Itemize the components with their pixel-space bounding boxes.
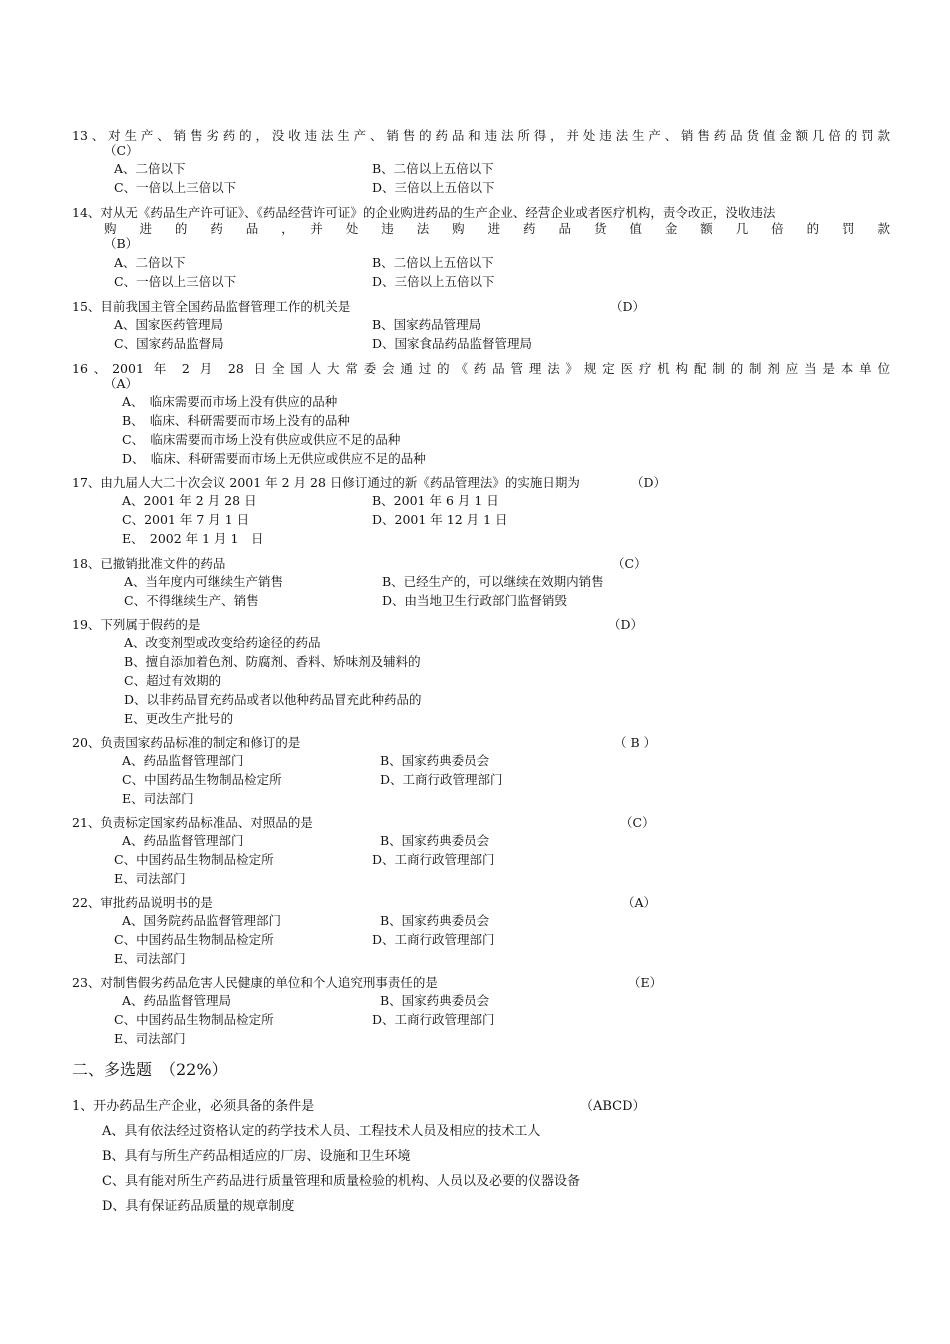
question-18-answer: （C）	[612, 556, 647, 571]
question-18-stem: 18、已撤销批准文件的药品	[72, 556, 226, 571]
question-13-answer: （C）	[104, 143, 139, 158]
question-18-option-b: B、已经生产的，可以继续在效期内销售	[382, 574, 604, 589]
multi-question-1-option-d: D、具有保证药品质量的规章制度	[102, 1199, 295, 1214]
question-22-stem: 22、审批药品说明书的是	[72, 895, 213, 910]
question-23-option-d: D、工商行政管理部门	[372, 1012, 495, 1027]
question-13-option-c: C、一倍以上三倍以下	[114, 180, 237, 195]
question-20-stem: 20、负责国家药品标准的制定和修订的是	[72, 735, 301, 750]
question-19-option-b: B、擅自添加着色剂、防腐剂、香料、矫味剂及辅料的	[124, 654, 421, 669]
question-14-option-b: B、二倍以上五倍以下	[372, 255, 494, 270]
question-20-option-d: D、工商行政管理部门	[380, 772, 503, 787]
multi-question-1-option-c: C、具有能对所生产药品进行质量管理和质量检验的机构、人员以及必要的仪器设备	[102, 1174, 580, 1189]
question-21-option-e: E、司法部门	[114, 871, 186, 886]
multi-question-1-option-b: B、具有与所生产药品相适应的厂房、设施和卫生环境	[102, 1149, 411, 1164]
question-14-stem-line2: 购 进 的 药 品 ， 并 处 违 法 购 进 药 品 货 值 金 额 几 倍 的 罚 款	[104, 221, 890, 236]
question-15-answer: （D）	[610, 299, 646, 314]
question-19-option-c: C、超过有效期的	[124, 673, 222, 688]
question-14-answer: （B）	[104, 236, 139, 251]
question-16-stem: 16、2001 年 2 月 28 日全国人大常委会通过的《药品管理法》规定医疗机构配制的制剂应当是本单位	[72, 361, 890, 376]
question-13-option-d: D、三倍以上五倍以下	[372, 180, 495, 195]
question-16-option-c: C、 临床需要而市场上没有供应或供应不足的品种	[122, 432, 401, 447]
multi-question-1-answer: （ABCD）	[580, 1099, 646, 1114]
question-19-answer: （D）	[608, 617, 644, 632]
question-20-answer: （ B ）	[614, 735, 657, 750]
question-17-option-e: E、 2002 年 1 月 1 日	[122, 531, 264, 546]
question-20-option-a: A、药品监督管理部门	[122, 753, 244, 768]
question-16-option-d: D、 临床、科研需要而市场上无供应或供应不足的品种	[122, 451, 426, 466]
question-16-option-b: B、 临床、科研需要而市场上没有的品种	[122, 413, 350, 428]
question-22-option-c: C、中国药品生物制品检定所	[114, 932, 274, 947]
question-22-option-d: D、工商行政管理部门	[372, 932, 495, 947]
question-14-option-c: C、一倍以上三倍以下	[114, 274, 237, 289]
question-21-option-c: C、中国药品生物制品检定所	[114, 852, 274, 867]
question-22-option-e: E、司法部门	[114, 951, 186, 966]
question-20-option-e: E、司法部门	[122, 791, 194, 806]
multi-question-1-stem: 1、开办药品生产企业，必须具备的条件是	[72, 1099, 315, 1114]
question-22-answer: （A）	[622, 895, 657, 910]
question-20-option-b: B、国家药典委员会	[380, 753, 490, 768]
question-23-stem: 23、对制售假劣药品危害人民健康的单位和个人追究刑事责任的是	[72, 975, 438, 990]
question-17-option-b: B、2001 年 6 月 1 日	[372, 493, 499, 508]
question-15-option-c: C、国家药品监督局	[114, 336, 224, 351]
question-21-stem: 21、负责标定国家药品标准品、对照品的是	[72, 815, 313, 830]
multi-question-1-option-a: A、具有依法经过资格认定的药学技术人员、工程技术人员及相应的技术工人	[102, 1124, 541, 1139]
question-23-option-c: C、中国药品生物制品检定所	[114, 1012, 274, 1027]
question-17-stem: 17、由九届人大二十次会议 2001 年 2 月 28 日修订通过的新《药品管理法》的实施日期为	[72, 475, 580, 490]
question-15-option-b: B、国家药品管理局	[372, 317, 482, 332]
question-14-option-d: D、三倍以上五倍以下	[372, 274, 495, 289]
question-16-answer: （A）	[104, 376, 139, 391]
question-15-stem: 15、目前我国主管全国药品监督管理工作的机关是	[72, 299, 351, 314]
question-13-option-a: A、二倍以下	[114, 161, 186, 176]
question-21-option-d: D、工商行政管理部门	[372, 852, 495, 867]
question-21-answer: （C）	[620, 815, 655, 830]
question-21-option-b: B、国家药典委员会	[380, 833, 490, 848]
question-18-option-a: A、当年度内可继续生产销售	[124, 574, 284, 589]
question-14-option-a: A、二倍以下	[114, 255, 186, 270]
question-13-stem: 13、对生产、销售劣药的，没收违法生产、销售的药品和违法所得，并处违法生产、销售药品货值金额几倍的罚款	[72, 128, 890, 143]
question-23-option-a: A、药品监督管理局	[122, 993, 232, 1008]
question-17-answer: （D）	[631, 475, 667, 490]
question-23-option-e: E、司法部门	[114, 1031, 186, 1046]
question-17-option-a: A、2001 年 2 月 28 日	[122, 493, 257, 508]
question-22-option-a: A、国务院药品监督管理部门	[122, 913, 282, 928]
question-23-answer: （E）	[628, 975, 663, 990]
question-19-stem: 19、下列属于假药的是	[72, 617, 201, 632]
question-15-option-a: A、国家医药管理局	[114, 317, 224, 332]
question-18-option-d: D、由当地卫生行政部门监督销毁	[382, 593, 568, 608]
question-18-option-c: C、不得继续生产、销售	[124, 593, 259, 608]
question-22-option-b: B、国家药典委员会	[380, 913, 490, 928]
question-13-option-b: B、二倍以上五倍以下	[372, 161, 494, 176]
question-23-option-b: B、国家药典委员会	[380, 993, 490, 1008]
question-19-option-d: D、以非药品冒充药品或者以他种药品冒充此种药品的	[124, 692, 422, 707]
question-16-option-a: A、 临床需要而市场上没有供应的品种	[122, 394, 338, 409]
question-19-option-a: A、改变剂型或改变给药途径的药品	[124, 635, 321, 650]
question-14-stem-line1: 14、对从无《药品生产许可证》、《药品经营许可证》的企业购进药品的生产企业、经营企业或者医疗机构，责令改正，没收违法	[72, 205, 776, 220]
question-21-option-a: A、药品监督管理部门	[122, 833, 244, 848]
question-17-option-d: D、2001 年 12 月 1 日	[372, 512, 508, 527]
question-19-option-e: E、更改生产批号的	[124, 711, 234, 726]
question-15-option-d: D、国家食品药品监督管理局	[372, 336, 533, 351]
question-17-option-c: C、2001 年 7 月 1 日	[122, 512, 250, 527]
section-2-heading: 二、多选题 （22%）	[72, 1060, 228, 1079]
question-20-option-c: C、中国药品生物制品检定所	[122, 772, 282, 787]
